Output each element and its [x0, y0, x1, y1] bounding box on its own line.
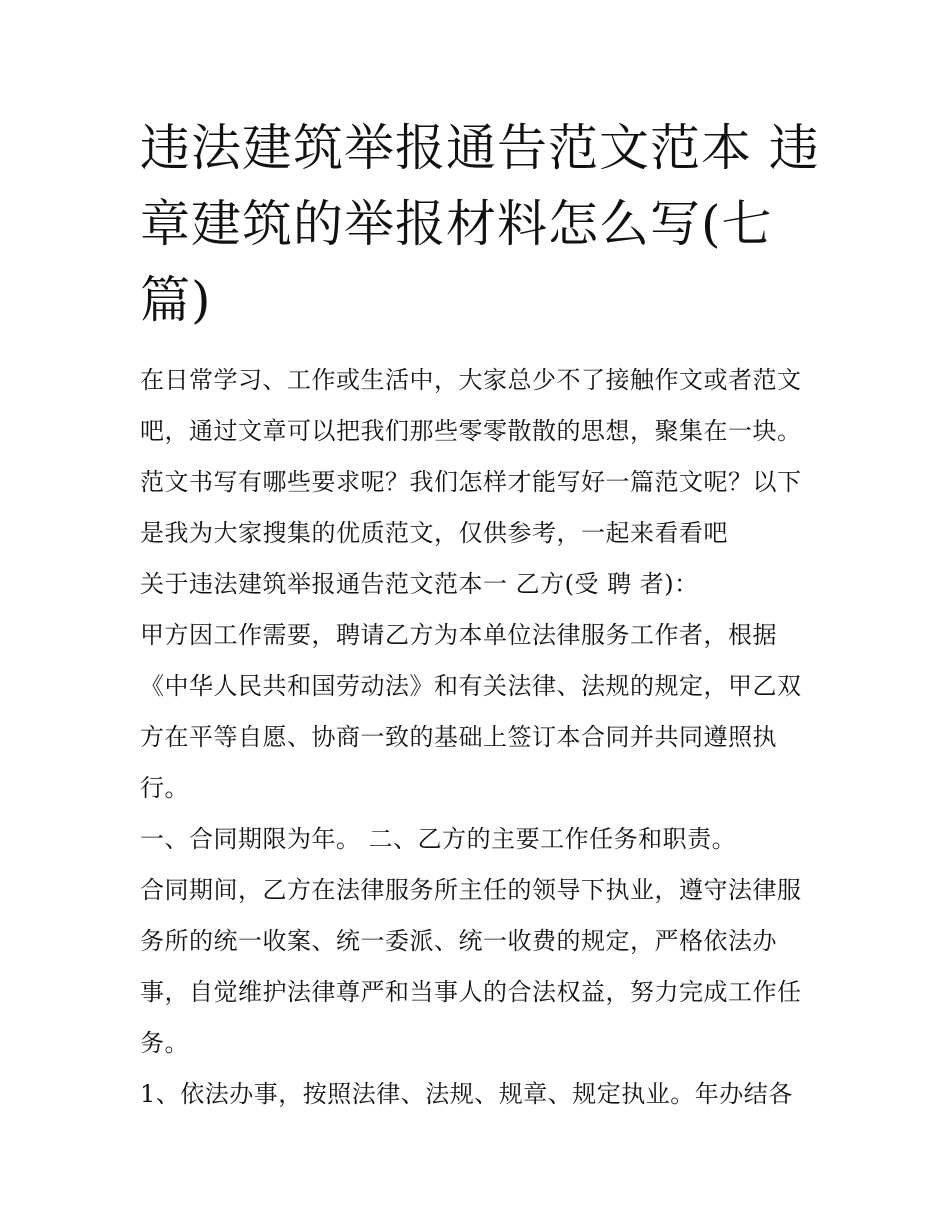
contract-clause: 一、合同期限为年。 二、乙方的主要工作任务和职责。 — [140, 825, 737, 853]
duty-item: 1、依法办事，按照法律、法规、规章、规定执业。年办结各 — [140, 1080, 793, 1108]
duties-paragraph: 合同期间，乙方在法律服务所主任的领导下执业，遵守法律服务所的统一收案、统一委派、统一收费的规定，严格依法办事，自觉维护法律尊严和当事人的合法权益，努力完成工作任务。 — [140, 876, 802, 1057]
section-heading: 关于违法建筑举报通告范文范本一 乙方(受 聘 者)： — [140, 570, 699, 598]
document-body — [140, 355, 820, 1120]
document-title: 违法建筑举报通告范文范本 违章建筑的举报材料怎么写(七篇) — [140, 119, 820, 329]
intro-paragraph: 在日常学习、工作或生活中，大家总少不了接触作文或者范文吧，通过文章可以把我们那些零零散散的思想，聚集在一块。范文书写有哪些要求呢？我们怎样才能写好一篇范文呢？以下是我为大家搜集的优质范文，仅供参考，一起来看看吧 — [140, 366, 802, 547]
contract-preamble: 甲方因工作需要，聘请乙方为本单位法律服务工作者，根据《中华人民共和国劳动法》和有关法律、法规的规定，甲乙双方在平等自愿、协商一致的基础上签订本合同并共同遵照执行。 — [140, 621, 802, 802]
